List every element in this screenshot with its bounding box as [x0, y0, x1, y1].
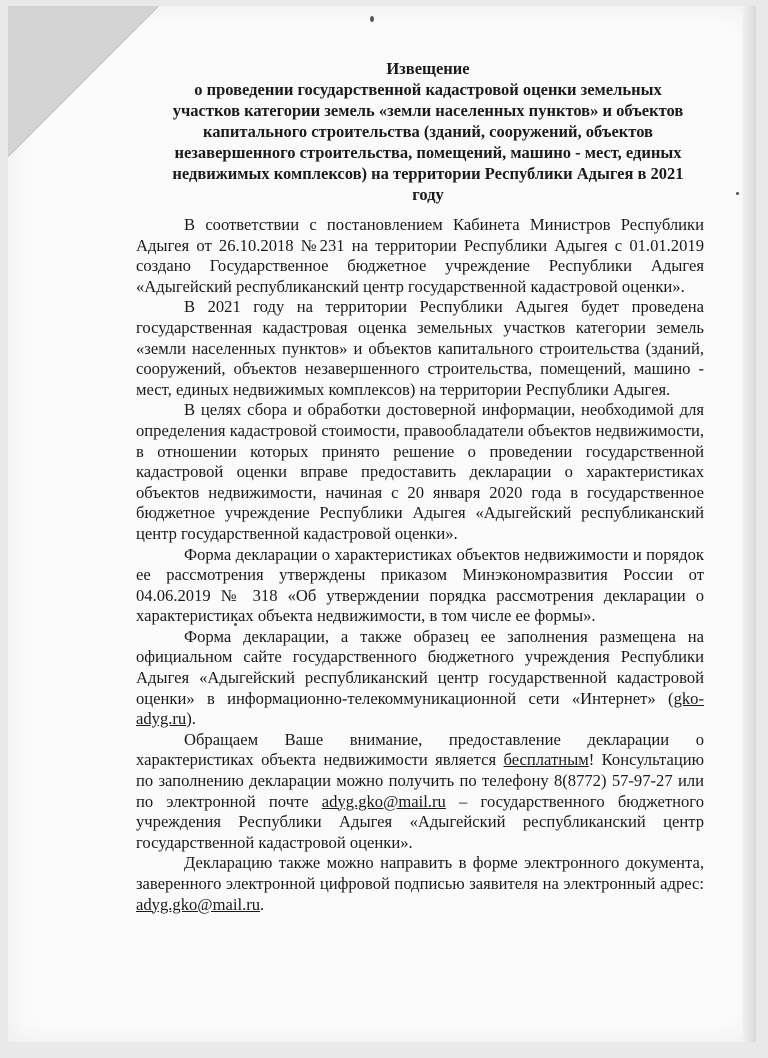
- title-line: незавершенного строительства, помещений, машино - мест, единых: [174, 143, 682, 162]
- text-span: Форма декларации, а также образец ее заполнения размещена на официальном сайте государственного бюджетного учреждения Республики Адыгея «Адыгейский республиканский центр государственной кадастровой оценки» в информационно-телекоммуникационной сети «Интернет» (: [136, 626, 704, 708]
- text-span: ! Консультацию по заполнению декларации можно получить по телефону 8(8772) 57-97-27 или по электронной почте: [136, 750, 704, 811]
- page-edge-shadow: [742, 6, 756, 1042]
- title-line: недвижимых комплексов) на территории Республики Адыгея в 2021: [172, 164, 684, 183]
- paragraph-consultation: [136, 730, 704, 854]
- email-link[interactable]: adyg.gko@mail.ru: [321, 791, 446, 811]
- title-line: участков категории земель «земли населенных пунктов» и объектов: [172, 101, 684, 120]
- text-span: – государственного бюджетного учреждения Республики Адыгея «Адыгейский республиканский центр государственной кадастровой оценки».: [136, 791, 704, 852]
- title-line: Извещение: [386, 59, 470, 78]
- scan-speck: [370, 16, 374, 22]
- website-link[interactable]: gko-adyg.ru: [136, 688, 704, 729]
- title-line: капитального строительства (зданий, сооружений, объектов: [203, 122, 653, 141]
- paragraph-website: [136, 627, 704, 730]
- email-link[interactable]: adyg.gko@mail.ru: [136, 894, 261, 914]
- scan-speck: [736, 192, 739, 195]
- notice-title: [124, 58, 732, 205]
- document-page: [8, 6, 756, 1042]
- paragraph-declarations: В целях сбора и обработки достоверной информации, необходимой для определения кадастровой стоимости, правообладатели объектов недвижимости, в отношении которых принято решение о проведении государственной кадастровой оценки вправе предоставить декларации о характеристиках объектов недвижимости, начиная с 20 января 2020 года в государственное бюджетное учреждение Республики Адыгея «Адыгейский республиканский центр государственной кадастровой оценки».: [136, 400, 704, 543]
- paragraph-electronic-submission: [136, 853, 704, 915]
- text-span: ).: [186, 709, 196, 729]
- title-line: году: [412, 185, 444, 204]
- paragraph-declaration-form: Форма декларации о характеристиках объектов недвижимости и порядок ее рассмотрения утверждены приказом Минэкономразвития России от 04.06.2019 № 318 «Об утверждении порядка рассмотрения декларации о характеристиках объекта недвижимости, в том числе ее формы».: [136, 544, 704, 626]
- notice-body: [136, 215, 704, 915]
- text-span: Декларацию также можно направить в форме электронного документа, заверенного электронной цифровой подписью заявителя на электронный адрес:: [136, 853, 704, 893]
- paragraph-assessment-2021: В 2021 году на территории Республики Адыгея будет проведена государственная кадастровая оценка земельных участков категории земель «земли населенных пунктов» и объектов капитального строительства (зданий, сооружений, объектов незавершенного строительства, помещений, машино - мест, единых недвижимых комплексов) на территории Республики Адыгея.: [136, 297, 704, 399]
- text-span: .: [260, 894, 265, 914]
- text-span: Обращаем Ваше внимание, предоставление декларации о характеристиках объекта недвижимости является: [136, 729, 704, 770]
- free-of-charge-text: бесплатным: [503, 750, 589, 770]
- title-line: о проведении государственной кадастровой оценки земельных: [194, 80, 662, 99]
- paragraph-establishment: В соответствии с постановлением Кабинета Министров Республики Адыгея от 26.10.2018 №231 на территории Республики Адыгея с 01.01.2019 создано Государственное бюджетное учреждение Республики Адыгея «Адыгейский республиканский центр государственной кадастровой оценки».: [136, 215, 704, 296]
